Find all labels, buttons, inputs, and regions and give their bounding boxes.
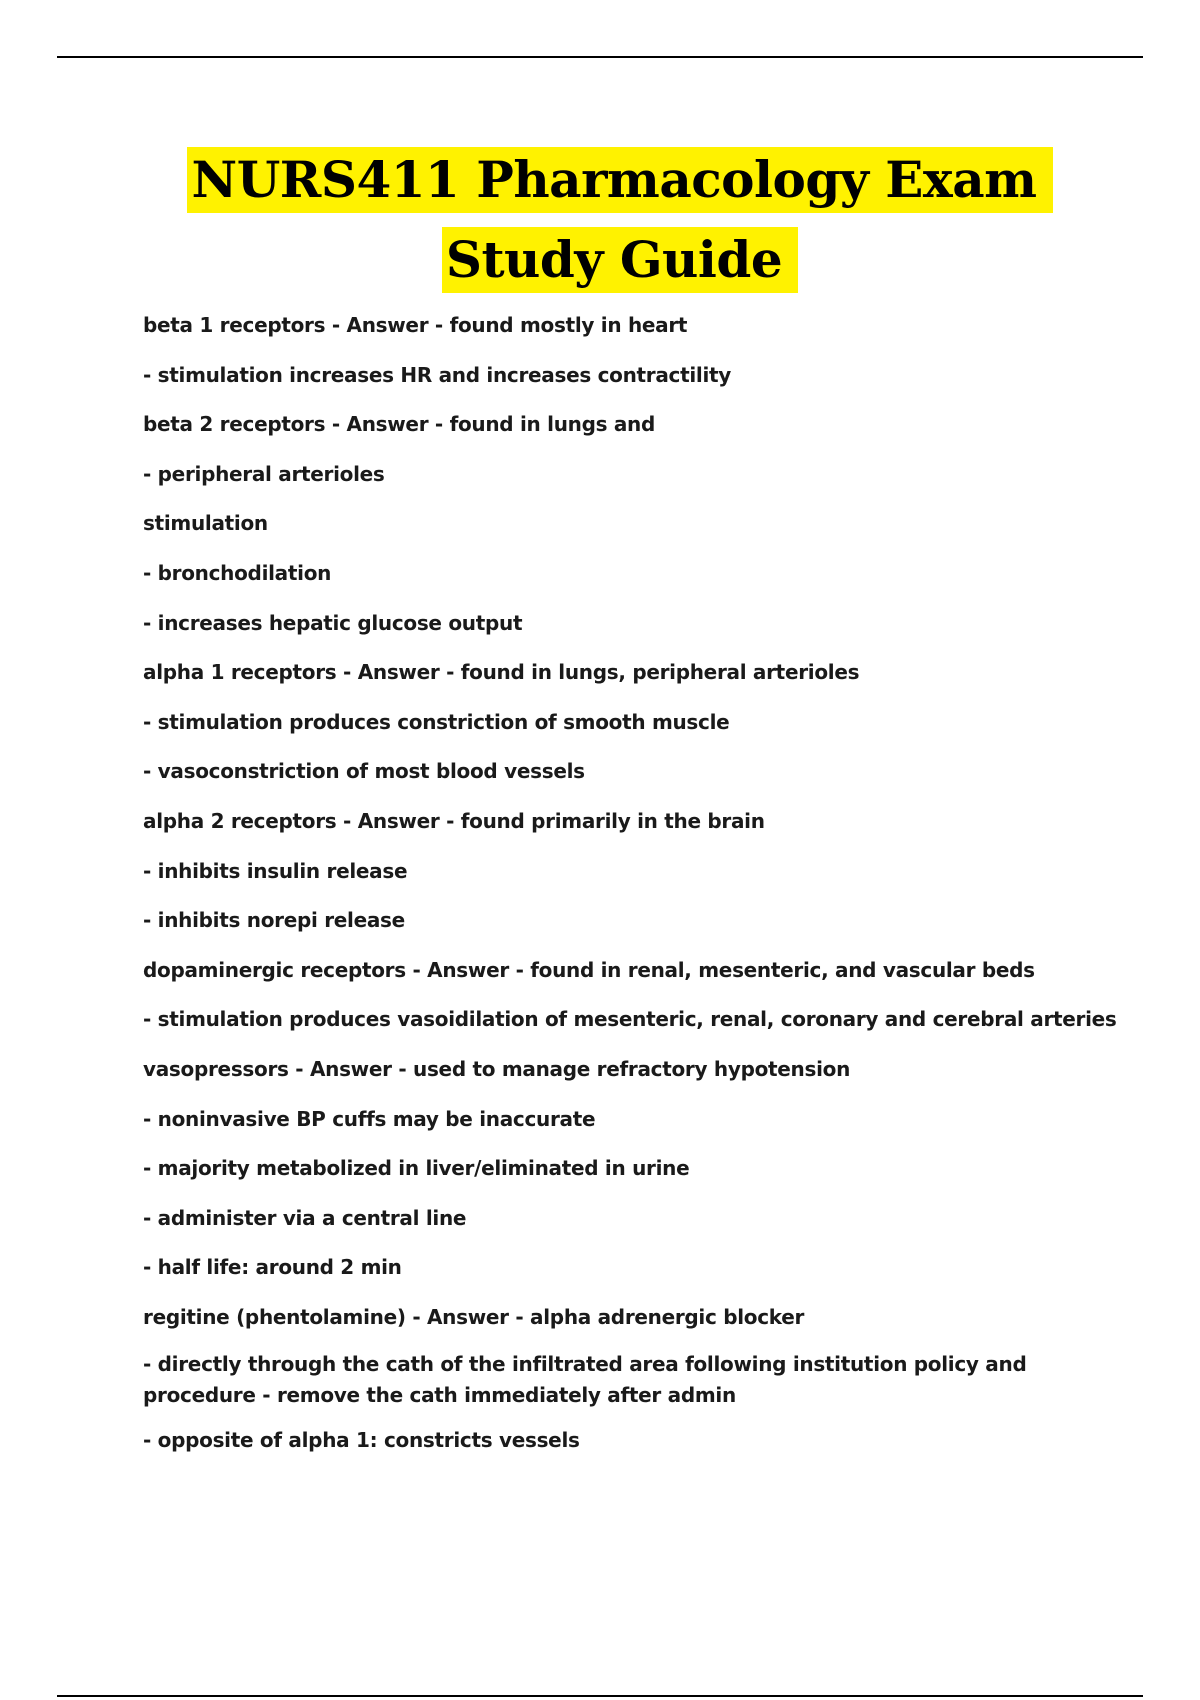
text-line: - directly through the cath of the infiltrated area following institution policy and procedure - remove the cath immediately after admin: [143, 1352, 1027, 1408]
text-line: beta 1 receptors - Answer - found mostly in heart: [143, 313, 688, 337]
text-line: - opposite of alpha 1: constricts vessels: [143, 1428, 580, 1453]
text-line: vasopressors - Answer - used to manage refractory hypotension: [143, 1056, 851, 1081]
text-line: alpha 2 receptors - Answer - found primarily in the brain: [143, 808, 765, 833]
text-line: - vasoconstriction of most blood vessels: [143, 759, 585, 784]
text-line: - administer via a central line: [143, 1205, 467, 1230]
text-line: - bronchodilation: [143, 560, 332, 585]
text-line: alpha 1 receptors - Answer - found in lungs, peripheral arterioles: [143, 660, 860, 685]
text-line: stimulation: [143, 511, 268, 536]
text-line: - stimulation increases HR and increases contractility: [143, 362, 732, 387]
bottom-rule: [57, 1695, 1143, 1697]
study-guide-content: [143, 308, 1117, 1473]
top-rule: [57, 56, 1143, 58]
text-line: regitine (phentolamine) - Answer - alpha adrenergic blocker: [143, 1304, 805, 1329]
text-line: - peripheral arterioles: [143, 461, 385, 486]
text-line: - inhibits insulin release: [143, 858, 408, 883]
text-line: - majority metabolized in liver/eliminated in urine: [143, 1156, 690, 1181]
title-line-2: Study Guide: [442, 227, 798, 293]
text-line: - stimulation produces constriction of smooth muscle: [143, 709, 730, 734]
text-line: - increases hepatic glucose output: [143, 610, 523, 635]
text-line: beta 2 receptors - Answer - found in lungs and: [143, 412, 656, 437]
text-line: - noninvasive BP cuffs may be inaccurate: [143, 1106, 596, 1131]
text-line: dopaminergic receptors - Answer - found in renal, mesenteric, and vascular beds: [143, 957, 1035, 982]
document-title: [0, 142, 1200, 302]
text-line: - inhibits norepi release: [143, 908, 405, 933]
text-line: - stimulation produces vasoidilation of mesenteric, renal, coronary and cerebral arteries: [143, 1007, 1117, 1032]
text-line: - half life: around 2 min: [143, 1255, 402, 1280]
title-line-1: NURS411 Pharmacology Exam: [187, 147, 1052, 213]
